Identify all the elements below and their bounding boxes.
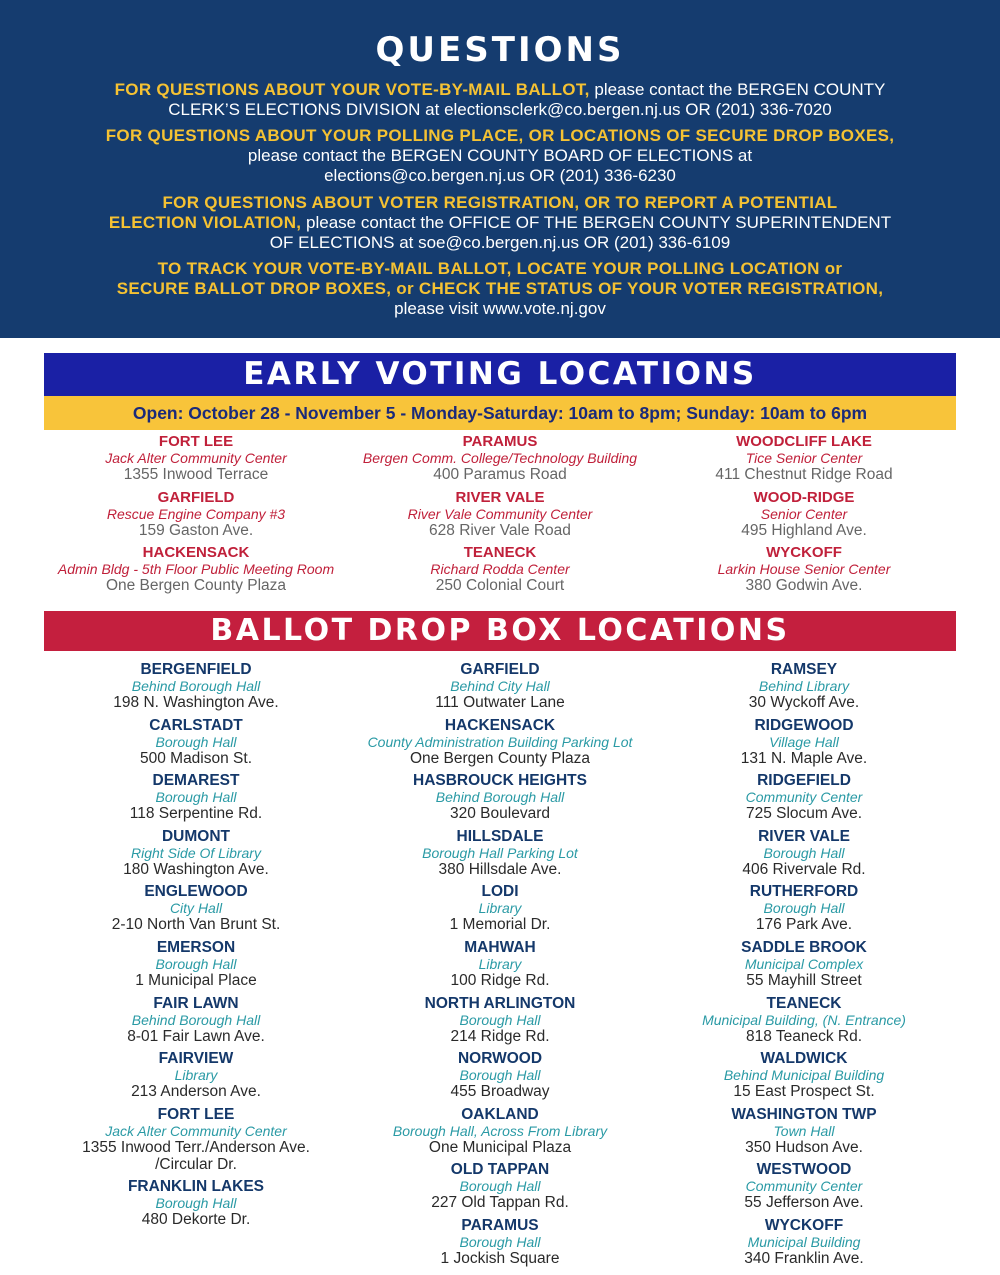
drop-box-site: Community Center xyxy=(745,1178,863,1195)
early-voting-location xyxy=(350,544,650,600)
early-voting-site: Admin Bldg - 5th Floor Public Meeting Room xyxy=(57,561,335,577)
early-voting-site: Jack Alter Community Center xyxy=(105,450,287,466)
drop-box-site: Borough Hall xyxy=(459,1178,541,1195)
drop-box-city: MAHWAH xyxy=(464,938,536,956)
drop-box-address: 131 N. Maple Ave. xyxy=(740,749,868,767)
early-voting-city: PARAMUS xyxy=(462,433,538,450)
drop-box-city: NORTH ARLINGTON xyxy=(424,994,576,1012)
drop-box-location xyxy=(345,828,655,884)
early-voting-address: 380 Godwin Ave. xyxy=(745,577,863,594)
drop-box-address: 2-10 North Van Brunt St. xyxy=(111,916,281,934)
drop-box-location xyxy=(649,883,959,939)
drop-box-city: WYCKOFF xyxy=(764,1216,844,1234)
drop-box-address: 406 Rivervale Rd. xyxy=(742,860,866,878)
early-voting-address: 495 Highland Ave. xyxy=(741,521,867,539)
drop-box-location xyxy=(649,661,959,717)
question-vote-by-mail xyxy=(40,80,960,120)
drop-box-location xyxy=(649,1050,959,1106)
drop-box-location xyxy=(41,883,351,939)
drop-box-location xyxy=(345,995,655,1051)
drop-box-address: 213 Anderson Ave. xyxy=(131,1083,261,1101)
drop-box-location xyxy=(649,828,959,884)
drop-box-column xyxy=(41,661,351,1233)
drop-box-location xyxy=(649,772,959,828)
drop-box-location xyxy=(41,717,351,773)
drop-box-city: HILLSDALE xyxy=(456,827,544,845)
question-voter-registration xyxy=(40,193,960,253)
drop-box-city: FRANKLIN LAKES xyxy=(127,1177,265,1195)
drop-box-site: Library xyxy=(478,955,522,972)
early-voting-address: 1355 Inwood Terrace xyxy=(123,466,269,483)
drop-box-address-continued: /Circular Dr. xyxy=(155,1155,237,1173)
drop-box-location xyxy=(649,1161,959,1217)
drop-box-address: 1 Memorial Dr. xyxy=(449,916,551,934)
drop-box-address: 118 Serpentine Rd. xyxy=(129,805,263,823)
drop-box-address: One Municipal Plaza xyxy=(428,1138,572,1156)
drop-box-address: 55 Jefferson Ave. xyxy=(744,1194,864,1212)
early-voting-city: WOODCLIFF LAKE xyxy=(736,433,872,450)
early-voting-address: One Bergen County Plaza xyxy=(105,577,287,594)
drop-box-site: Borough Hall xyxy=(459,1233,541,1250)
early-voting-city: WYCKOFF xyxy=(766,544,842,561)
drop-box-city: WESTWOOD xyxy=(756,1161,852,1179)
drop-box-location xyxy=(41,1050,351,1106)
drop-box-location xyxy=(649,939,959,995)
drop-box-city: RIVER VALE xyxy=(758,827,850,845)
question-track-ballot-heading-2: SECURE BALLOT DROP BOXES, or CHECK THE STATUS OF YOUR VOTER REGISTRATION, xyxy=(116,279,884,298)
drop-box-title: BALLOT DROP BOX LOCATIONS xyxy=(44,611,956,651)
drop-box-city: TEANECK xyxy=(766,994,842,1012)
drop-box-address: 1 Jockish Square xyxy=(440,1249,560,1267)
question-track-ballot-heading: TO TRACK YOUR VOTE-BY-MAIL BALLOT, LOCATE YOUR POLLING LOCATION or xyxy=(157,259,843,278)
early-voting-hours: Open: October 28 - November 5 - Monday-Saturday: 10am to 8pm; Sunday: 10am to 6pm xyxy=(44,396,956,430)
drop-box-location xyxy=(649,995,959,1051)
drop-box-location xyxy=(345,661,655,717)
drop-box-site: Borough Hall xyxy=(155,1194,237,1211)
drop-box-site: Municipal Building xyxy=(747,1233,861,1250)
drop-box-city: BERGENFIELD xyxy=(140,661,252,678)
drop-box-city: HASBROUCK HEIGHTS xyxy=(413,772,587,790)
early-voting-address: 159 Gaston Ave. xyxy=(138,521,254,539)
drop-box-site: City Hall xyxy=(169,900,223,917)
early-voting-title: EARLY VOTING LOCATIONS xyxy=(44,353,956,396)
drop-box-city: HACKENSACK xyxy=(444,716,556,734)
drop-box-site: Borough Hall xyxy=(155,733,237,750)
drop-box-site: County Administration Building Parking Lot xyxy=(367,733,633,750)
drop-box-city: FAIR LAWN xyxy=(153,994,239,1012)
drop-box-location xyxy=(345,717,655,773)
early-voting-column xyxy=(654,433,954,600)
drop-box-city: SADDLE BROOK xyxy=(741,938,867,956)
early-voting-city: FORT LEE xyxy=(158,433,234,450)
drop-box-address: 340 Franklin Ave. xyxy=(744,1249,864,1267)
drop-box-location xyxy=(41,939,351,995)
early-voting-city: TEANECK xyxy=(463,544,537,561)
early-voting-location xyxy=(654,489,954,545)
drop-box-address: One Bergen County Plaza xyxy=(409,749,591,767)
drop-box-address: 100 Ridge Rd. xyxy=(450,971,550,989)
drop-box-site: Borough Hall xyxy=(459,1067,541,1084)
drop-box-address: 818 Teaneck Rd. xyxy=(745,1027,863,1045)
drop-box-site: Municipal Building, (N. Entrance) xyxy=(702,1011,906,1028)
question-vote-by-mail-heading: FOR QUESTIONS ABOUT YOUR VOTE-BY-MAIL BALLOT, xyxy=(114,80,590,99)
drop-box-city: OLD TAPPAN xyxy=(450,1161,550,1179)
early-voting-location xyxy=(46,489,346,545)
drop-box-city: LODI xyxy=(481,883,519,901)
question-polling-place-contact: elections@co.bergen.nj.us OR (201) 336-6230 xyxy=(324,166,676,185)
drop-box-city: PARAMUS xyxy=(461,1216,539,1234)
drop-box-address: 455 Broadway xyxy=(450,1083,550,1101)
drop-box-location xyxy=(41,661,351,717)
question-vote-by-mail-text: please contact the BERGEN COUNTY xyxy=(589,80,886,99)
drop-box-site: Borough Hall xyxy=(155,789,237,806)
early-voting-address: 250 Colonial Court xyxy=(435,577,565,594)
drop-box-location xyxy=(345,772,655,828)
question-polling-place xyxy=(40,126,960,186)
drop-box-location xyxy=(345,1050,655,1106)
drop-box-location xyxy=(41,828,351,884)
early-voting-address: 628 River Vale Road xyxy=(429,521,571,539)
drop-box-location xyxy=(345,883,655,939)
drop-box-city: FORT LEE xyxy=(157,1105,235,1123)
drop-box-city: NORWOOD xyxy=(457,1050,543,1068)
drop-box-site: Library xyxy=(174,1067,218,1084)
drop-box-address: 380 Hillsdale Ave. xyxy=(438,860,562,878)
drop-box-address: 227 Old Tappan Rd. xyxy=(431,1194,569,1212)
drop-box-city: RIDGEFIELD xyxy=(757,772,851,790)
drop-box-address: 214 Ridge Rd. xyxy=(450,1027,550,1045)
drop-box-address: 1 Municipal Place xyxy=(135,971,257,989)
early-voting-location xyxy=(350,433,650,489)
drop-box-city: RIDGEWOOD xyxy=(754,716,854,734)
drop-box-location xyxy=(41,772,351,828)
drop-box-address: 198 N. Washington Ave. xyxy=(113,694,279,711)
drop-box-address: 15 East Prospect St. xyxy=(733,1083,875,1101)
drop-box-address: 111 Outwater Lane xyxy=(435,694,565,711)
early-voting-city: WOOD-RIDGE xyxy=(753,488,855,506)
questions-title: QUESTIONS xyxy=(375,30,625,70)
drop-box-address: 176 Park Ave. xyxy=(755,916,853,934)
questions-section xyxy=(0,0,1000,338)
drop-box-site: Borough Hall xyxy=(459,1011,541,1028)
question-polling-place-text: please contact the BERGEN COUNTY BOARD OF ELECTIONS at xyxy=(247,146,753,165)
drop-box-site: Jack Alter Community Center xyxy=(105,1122,287,1139)
early-voting-site: Rescue Engine Company #3 xyxy=(106,505,286,522)
early-voting-city: HACKENSACK xyxy=(142,544,250,561)
early-voting-site: Senior Center xyxy=(760,505,848,522)
question-vote-by-mail-contact: CLERK’S ELECTIONS DIVISION at electionsclerk@co.bergen.nj.us OR (201) 336-7020 xyxy=(168,100,832,119)
early-voting-city: RIVER VALE xyxy=(455,488,545,506)
drop-box-site: Borough Hall xyxy=(155,955,237,972)
early-voting-city: GARFIELD xyxy=(157,488,235,506)
drop-box-location xyxy=(345,1106,655,1162)
drop-box-site: Behind Borough Hall xyxy=(435,789,565,806)
early-voting-address: 400 Paramus Road xyxy=(433,466,567,483)
drop-box-site: Village Hall xyxy=(769,733,839,750)
drop-box-site: Town Hall xyxy=(773,1122,835,1139)
early-voting-site: Tice Senior Center xyxy=(745,450,863,466)
drop-box-address: 320 Boulevard xyxy=(450,805,550,823)
drop-box-location xyxy=(345,1161,655,1217)
drop-box-site: Municipal Complex xyxy=(744,955,864,972)
drop-box-site: Borough Hall xyxy=(763,900,845,917)
drop-box-city: WASHINGTON TWP xyxy=(731,1105,877,1123)
drop-box-column xyxy=(649,661,959,1273)
drop-box-site: Behind Library xyxy=(758,678,850,694)
drop-box-site: Borough Hall, Across From Library xyxy=(392,1122,608,1139)
question-voter-registration-text: please contact the OFFICE OF THE BERGEN COUNTY SUPERINTENDENT xyxy=(301,213,892,232)
question-polling-place-heading: FOR QUESTIONS ABOUT YOUR POLLING PLACE, OR LOCATIONS OF SECURE DROP BOXES, xyxy=(105,126,895,145)
drop-box-location xyxy=(345,939,655,995)
early-voting-location xyxy=(654,433,954,489)
question-track-ballot-link[interactable]: please visit www.vote.nj.gov xyxy=(394,299,606,318)
drop-box-city: CARLSTADT xyxy=(149,716,243,734)
drop-box-city: DEMAREST xyxy=(152,772,240,790)
drop-box-address: 350 Hudson Ave. xyxy=(745,1138,863,1156)
drop-box-site: Behind Municipal Building xyxy=(723,1067,885,1084)
drop-box-site: Library xyxy=(478,900,522,917)
early-voting-location xyxy=(654,544,954,600)
drop-box-city: ENGLEWOOD xyxy=(144,883,248,901)
drop-box-location xyxy=(649,717,959,773)
drop-box-location xyxy=(649,1106,959,1162)
question-voter-registration-heading: FOR QUESTIONS ABOUT VOTER REGISTRATION, OR TO REPORT A POTENTIAL xyxy=(162,193,838,212)
drop-box-site: Borough Hall Parking Lot xyxy=(422,844,578,861)
question-voter-registration-heading-2: ELECTION VIOLATION, xyxy=(108,213,302,232)
drop-box-column xyxy=(345,661,655,1273)
drop-box-city: GARFIELD xyxy=(460,661,540,678)
drop-box-address: 1355 Inwood Terr./Anderson Ave. xyxy=(82,1138,310,1156)
early-voting-location xyxy=(46,433,346,489)
drop-box-city: OAKLAND xyxy=(461,1105,539,1123)
drop-box-city: WALDWICK xyxy=(760,1050,848,1068)
drop-box-site: Behind Borough Hall xyxy=(131,1011,261,1028)
early-voting-address: 411 Chestnut Ridge Road xyxy=(715,466,893,483)
early-voting-location xyxy=(350,489,650,545)
drop-box-city: RUTHERFORD xyxy=(749,883,859,901)
drop-box-address: 500 Madison St. xyxy=(139,749,252,767)
early-voting-site: Bergen Comm. College/Technology Building xyxy=(362,450,638,466)
drop-box-address: 480 Dekorte Dr. xyxy=(141,1210,251,1228)
early-voting-column xyxy=(46,433,346,600)
drop-box-address: 8-01 Fair Lawn Ave. xyxy=(127,1027,265,1045)
drop-box-location xyxy=(41,1106,351,1178)
drop-box-location xyxy=(41,1178,351,1234)
early-voting-site: River Vale Community Center xyxy=(407,505,593,522)
drop-box-location xyxy=(649,1217,959,1273)
drop-box-site: Behind Borough Hall xyxy=(131,678,261,694)
drop-box-address: 30 Wyckoff Ave. xyxy=(748,694,860,711)
drop-box-site: Behind City Hall xyxy=(450,678,550,694)
drop-box-city: RAMSEY xyxy=(770,661,838,678)
early-voting-column xyxy=(350,433,650,600)
drop-box-city: DUMONT xyxy=(161,827,231,845)
question-voter-registration-contact: OF ELECTIONS at soe@co.bergen.nj.us OR (201) 336-6109 xyxy=(269,233,731,252)
drop-box-location xyxy=(345,1217,655,1273)
question-track-ballot xyxy=(40,259,960,319)
drop-box-city: FAIRVIEW xyxy=(158,1050,234,1068)
drop-box-site: Community Center xyxy=(745,789,863,806)
early-voting-site: Richard Rodda Center xyxy=(430,561,570,577)
early-voting-site: Larkin House Senior Center xyxy=(717,561,891,577)
drop-box-site: Borough Hall xyxy=(763,844,845,861)
drop-box-site: Right Side Of Library xyxy=(131,844,261,861)
early-voting-location xyxy=(46,544,346,600)
drop-box-address: 725 Slocum Ave. xyxy=(745,805,863,823)
drop-box-city: EMERSON xyxy=(156,938,236,956)
drop-box-location xyxy=(41,995,351,1051)
drop-box-address: 55 Mayhill Street xyxy=(746,971,862,989)
drop-box-address: 180 Washington Ave. xyxy=(123,860,269,878)
